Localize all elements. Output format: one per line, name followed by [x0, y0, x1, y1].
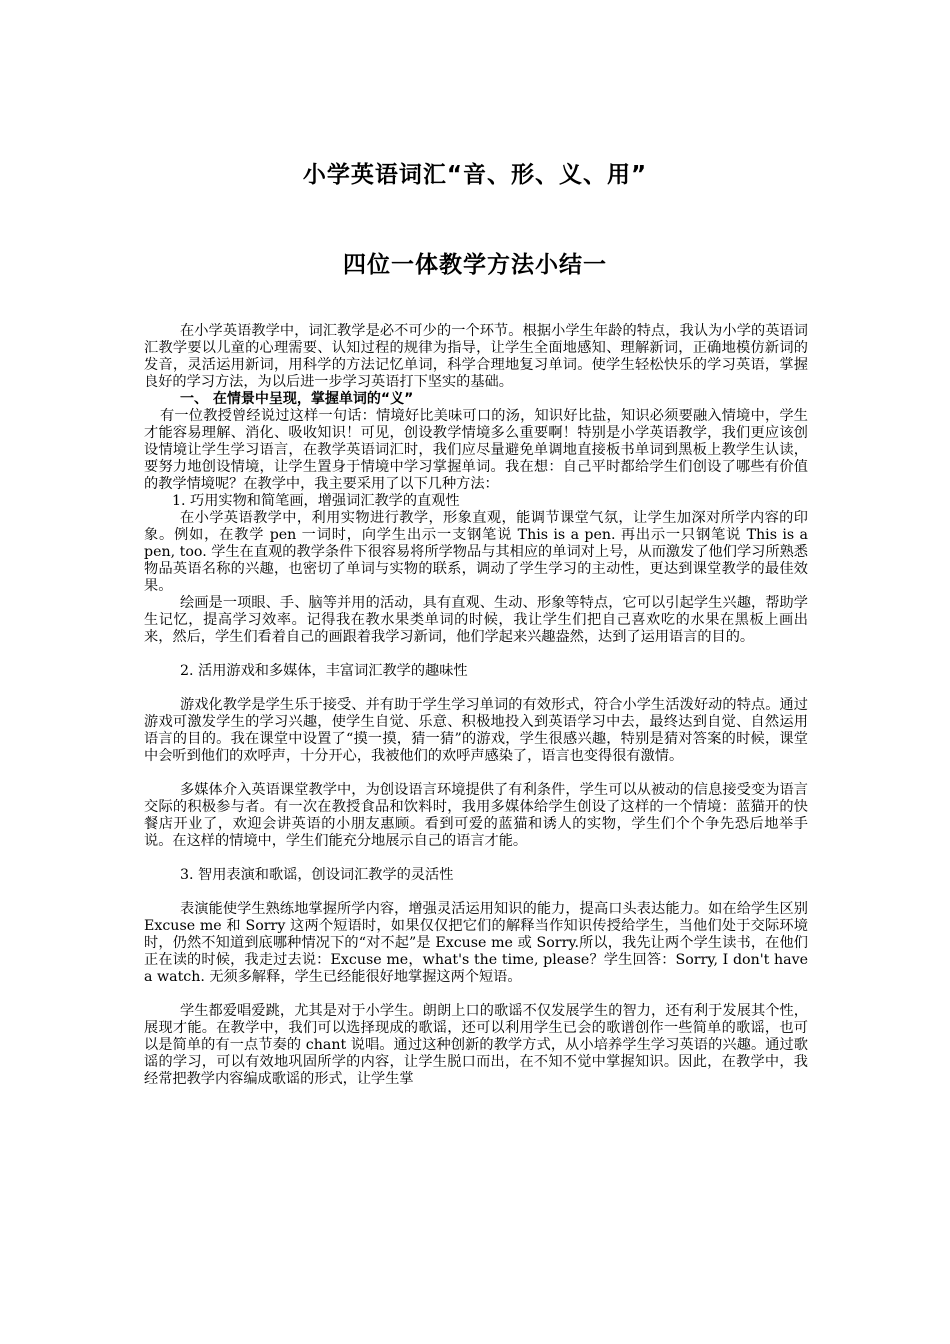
subsection-heading-1: 1. 巧用实物和简笔画，增强词汇教学的直观性: [172, 493, 460, 509]
document-title-line1: 小学英语词汇“音、形、义、用”: [302, 162, 648, 188]
subsection-heading-3: 3. 智用表演和歌谣，创设词汇教学的灵活性: [180, 867, 454, 883]
intro-paragraph: 在小学英语教学中，词汇教学是必不可少的一个环节。根据小学生年龄的特点，我认为小学的英语词汇教学要以儿童的心理需要、认知过程的规律为指导，让学生全面地感知、理解新词，正确地模仿新词的发音，灵活运用新词，用科学的方法记忆单词，科学合理地复习单词。使学生轻松快乐的学习英语，掌握良好的学习方法，为以后进一步学习英语打下坚实的基础。: [144, 323, 808, 390]
document-body: [144, 323, 808, 1088]
subsection-heading-2: 2. 活用游戏和多媒体，丰富词汇教学的趣味性: [180, 663, 468, 679]
section-heading-1: 一、 在情景中呈现，掌握单词的“义”: [180, 391, 414, 407]
body-paragraph: 表演能使学生熟练地掌握所学内容，增强灵活运用知识的能力，提高口头表达能力。如在给学生区别 Excuse me 和 Sorry 这两个短语时，如果仅仅把它们的解释当作知识传授给学生，当他们处于交际环境时，仍然不知道到底哪种情况下的“对不起”是 Excuse me 或 Sorry.所以，我先让两个学生读书，在他们正在读的时候，我走过去说：Excuse me，what's the time, please？学生回答：Sorry, I don't have a watch. 无须多解释，学生已经能很好地掌握这两个短语。: [144, 901, 808, 985]
document-title-line2: 四位一体教学方法小结一: [343, 252, 607, 278]
body-paragraph: 多媒体介入英语课堂教学中，为创设语言环境提供了有利条件，学生可以从被动的信息接受变为语言交际的积极参与者。有一次在教授食品和饮料时，我用多媒体给学生创设了这样的一个情境：蓝猫开的快餐店开业了，欢迎会讲英语的小朋友惠顾。看到可爱的蓝猫和诱人的实物，学生们个个争先恐后地举手说。在这样的情境中，学生们能充分地展示自己的语言才能。: [144, 782, 808, 849]
body-paragraph: 在小学英语教学中，利用实物进行教学，形象直观，能调节课堂气氛，让学生加深对所学内容的印象。例如，在教学 pen 一词时，向学生出示一支钢笔说 This is a pen. 再出示一只钢笔说 This is a pen, too. 学生在直观的教学条件下很容易将所学物品与其相应的单词对上号，从而激发了他们学习所熟悉物品英语名称的兴趣，也密切了单词与实物的联系，调动了学生学习的主动性，更达到课堂教学的最佳效果。: [144, 510, 808, 594]
body-paragraph: 学生都爱唱爱跳，尤其是对于小学生。朗朗上口的歌谣不仅发展学生的智力，还有利于发展其个性，展现才能。在教学中，我们可以选择现成的歌谣，还可以利用学生已会的歌谱创作一些简单的歌谣，也可以是简单的有一点节奏的 chant 说唱。通过这种创新的教学方式，从小培养学生学习英语的兴趣。通过歌谣的学习，可以有效地巩固所学的内容，让学生脱口而出，在不知不觉中掌握知识。因此，在教学中，我经常把教学内容编成歌谣的形式，让学生掌: [144, 1003, 808, 1087]
body-paragraph: 绘画是一项眼、手、脑等并用的活动，具有直观、生动、形象等特点，它可以引起学生兴趣，帮助学生记忆，提高学习效率。记得我在教水果类单词的时候，我让学生们把自己喜欢吃的水果在黑板上画出来，然后，学生们看着自己的画跟着我学习新词，他们学起来兴趣盎然，达到了运用语言的目的。: [144, 595, 808, 645]
body-paragraph: 游戏化教学是学生乐于接受、并有助于学生学习单词的有效形式，符合小学生活泼好动的特点。通过游戏可激发学生的学习兴趣，使学生自觉、乐意、积极地投入到英语学习中去，最终达到自觉、自然运用语言的目的。我在课堂中设置了“摸一摸，猜一猜”的游戏，学生很感兴趣，特别是猜对答案的时候，课堂中会听到他们的欢呼声，十分开心，我被他们的欢呼声感染了，语言也变得很有激情。: [144, 697, 808, 764]
body-paragraph: 有一位教授曾经说过这样一句话：情境好比美味可口的汤，知识好比盐，知识必须要融入情境中，学生才能容易理解、消化、吸收知识！可见，创设教学情境多么重要啊！特别是小学英语教学，我们更应该创设情境让学生学习语言，在教学英语词汇时，我们应尽量避免单调地直接板书单词到黑板上教学生认读，要努力地创设情境，让学生置身于情境中学习掌握单词。我在想：自己平时都给学生们创设了哪些有价值的教学情境呢？在教学中，我主要采用了以下几种方法：: [144, 408, 808, 492]
